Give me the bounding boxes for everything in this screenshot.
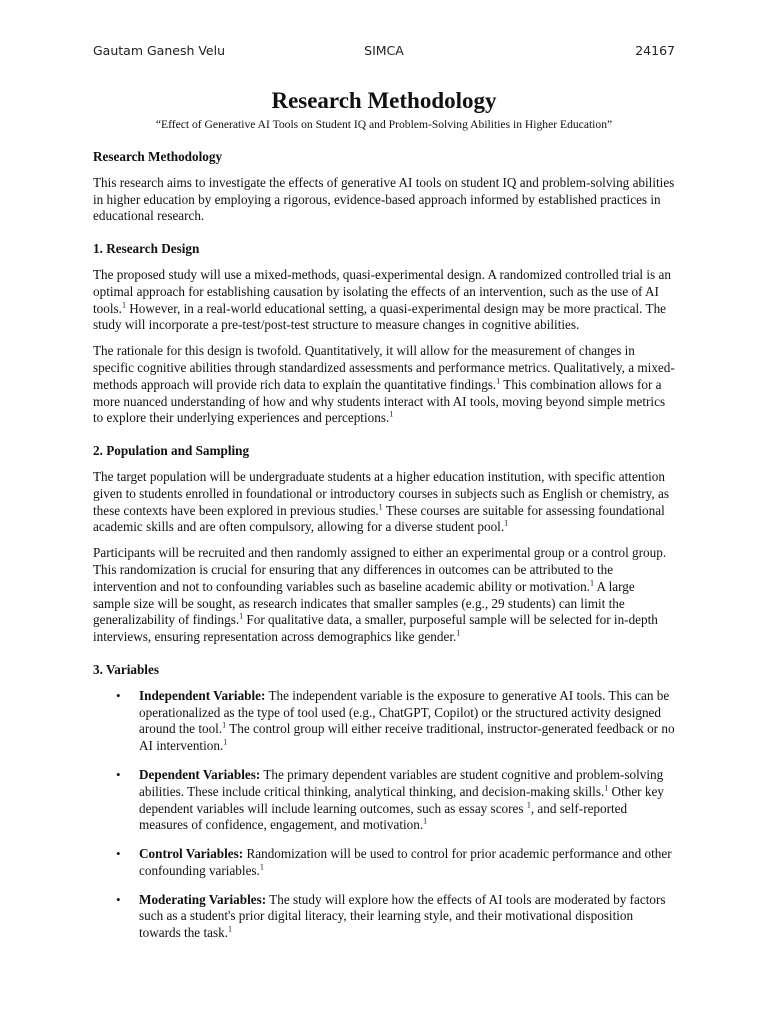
text-run: The independent variable is the exposure to generative AI tools. This can be operationalized as the type of tool used (e.g., ChatGPT, Copilot) or the structured activity designed around the tool. xyxy=(139,687,670,737)
sections-container xyxy=(93,149,675,942)
footnote-marker: 1 xyxy=(389,409,394,419)
footnote-marker: 1 xyxy=(423,816,428,826)
list-item xyxy=(93,892,675,942)
text-run: For qualitative data, a smaller, purposeful sample will be selected for in-depth interviews, ensuring representation across demographics like gender. xyxy=(93,612,658,645)
text-run: The primary dependent variables are student cognitive and problem-solving abilities. These include critical thinking, analytical thinking, and decision-making skills. xyxy=(139,766,664,799)
bullet-label: Moderating Variables: xyxy=(139,891,267,907)
bullet-icon: • xyxy=(116,687,121,703)
bullet-icon: • xyxy=(116,891,121,907)
bullet-icon: • xyxy=(116,766,121,782)
section-heading: 3. Variables xyxy=(93,661,159,677)
bullet-label: Independent Variable: xyxy=(139,687,266,703)
footnote-marker: 1 xyxy=(526,800,531,810)
document-body xyxy=(93,86,675,954)
section-heading: 2. Population and Sampling xyxy=(93,443,250,459)
running-header xyxy=(93,43,675,59)
footnote-marker: 1 xyxy=(589,578,594,588)
footnote-marker: 1 xyxy=(259,862,264,872)
header-author: Gautam Ganesh Velu xyxy=(93,43,226,58)
document-subtitle: “Effect of Generative AI Tools on Student IQ and Problem-Solving Abilities in Higher Education” xyxy=(155,118,613,131)
list-item xyxy=(93,688,675,755)
footnote-marker: 1 xyxy=(378,502,383,512)
body-paragraph xyxy=(93,267,675,334)
list-item xyxy=(93,846,675,880)
text-run: The rationale for this design is twofold. Quantitatively, it will allow for the measurement of changes in specific cognitive abilities through standardized assessments and performance metrics. Qualitatively, a mixed-methods approach will provide rich data to explain the quantitative findings. xyxy=(93,343,675,392)
text-run: However, in a real-world educational setting, a quasi-experimental design may be more practical. The study will incorporate a pre-test/post-test structure to measure changes in cognitive abilities. xyxy=(93,300,667,333)
text-run: Other key dependent variables will include learning outcomes, such as essay scores xyxy=(139,783,664,816)
footnote-marker: 1 xyxy=(228,924,232,934)
document-title: Research Methodology xyxy=(271,88,497,113)
footnote-marker: 1 xyxy=(223,737,228,747)
section-heading: 1. Research Design xyxy=(93,241,200,257)
text-run: Randomization will be used to control for prior academic performance and other confounding variables. xyxy=(139,846,672,878)
bullet-icon: • xyxy=(116,846,121,862)
body-paragraph xyxy=(93,469,675,536)
footnote-marker: 1 xyxy=(504,518,509,528)
footnote-marker: 1 xyxy=(604,783,609,793)
footnote-marker: 1 xyxy=(121,300,126,310)
footnote-marker: 1 xyxy=(222,720,227,730)
text-run: These courses are suitable for assessing foundational academic skills and are often compulsory, allowing for a diverse student pool. xyxy=(93,502,665,535)
header-id: 24167 xyxy=(635,43,675,58)
bullet-label: Dependent Variables: xyxy=(139,766,261,782)
list-item xyxy=(93,767,675,834)
text-run: This research aims to investigate the effects of generative AI tools on student IQ and problem-solving abilities in higher education by employing a rigorous, evidence-based approach informed by established practices in educational research. xyxy=(93,174,675,224)
body-paragraph xyxy=(93,343,675,427)
body-paragraph xyxy=(93,175,675,225)
text-run: The target population will be undergraduate students at a higher education institution, with specific attention given to students enrolled in foundational or introductory courses in subjects such as English or chemistry, as these contexts have been explored in previous studies. xyxy=(93,468,669,518)
body-paragraph xyxy=(93,545,675,646)
text-run: The control group will either receive traditional, instructor-generated feedback or no AI intervention. xyxy=(139,721,675,754)
footnote-marker: 1 xyxy=(239,611,244,621)
text-run: , and self-reported measures of confidence, engagement, and motivation. xyxy=(139,800,628,833)
header-program: SIMCA xyxy=(364,43,404,58)
text-run: The study will explore how the effects of AI tools are moderated by factors such as a student's prior digital literacy, their learning style, and their motivational disposition towards the task. xyxy=(139,891,666,941)
bullet-label: Control Variables: xyxy=(139,846,244,862)
variables-list xyxy=(93,688,675,942)
section-heading: Research Methodology xyxy=(93,149,223,164)
text-run: A large sample size will be sought, as research indicates that smaller samples (e.g., 29 students) can limit the generalizability of findings. xyxy=(93,578,635,628)
footnote-marker: 1 xyxy=(496,376,501,386)
text-run: The proposed study will use a mixed-methods, quasi-experimental design. A randomized controlled trial is an optimal approach for establishing causation by isolating the effects of an intervention, such as the use of AI tools. xyxy=(93,266,671,316)
footnote-marker: 1 xyxy=(456,628,461,638)
text-run: Participants will be recruited and then randomly assigned to either an experimental group or a control group. This randomization is crucial for ensuring that any differences in outcomes can be attributed to the intervention and not to confounding variables such as baseline academic ability or motivation. xyxy=(93,545,667,594)
text-run: This combination allows for a more nuanced understanding of how and why students interact with AI tools, moving beyond simple metrics to explore their underlying experiences and perceptions. xyxy=(93,376,666,426)
